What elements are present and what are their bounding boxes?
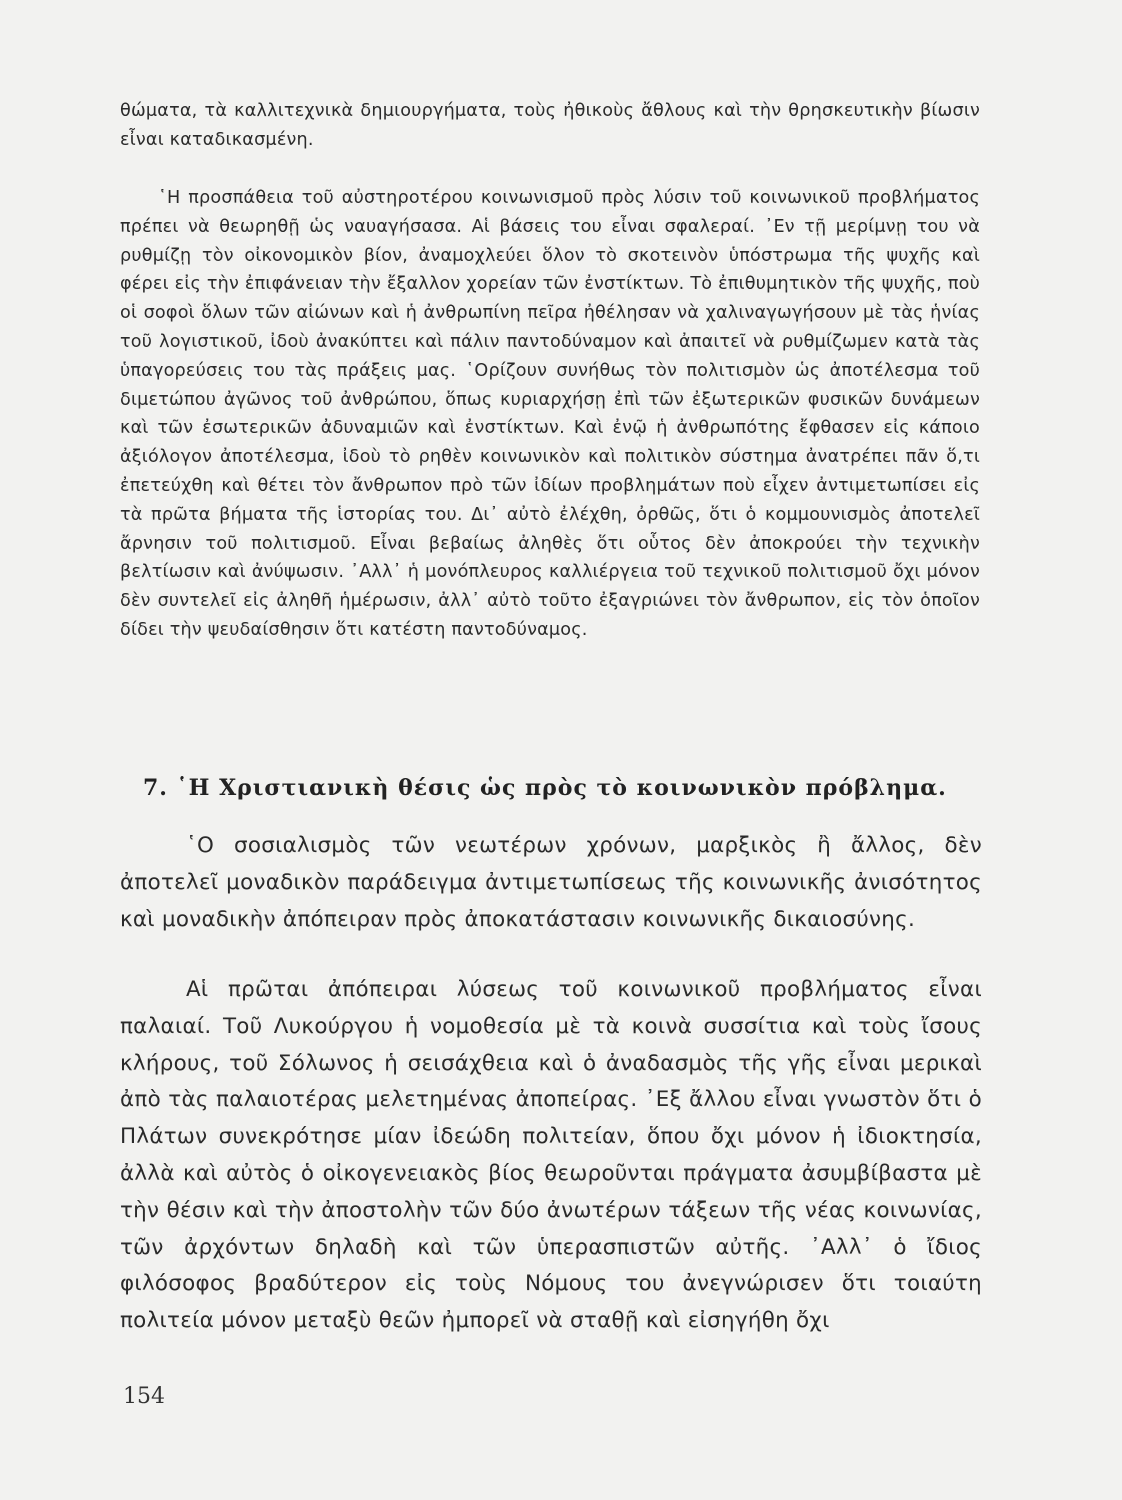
paragraph-socialism-text: ῾Ο σοσιαλισμὸς τῶν νεωτέρων χρόνων, μαρξικὸς ἢ ἄλλος, δὲν ἀποτελεῖ μοναδικὸν παράδειγμα ἀντιμετωπίσεως τῆς κοινωνικῆς ἀνισότητος καὶ μοναδικὴν ἀπόπειραν πρὸς ἀποκατάστασιν κοινωνικῆς δικαιοσύνης. — [120, 833, 982, 932]
paragraph-continuation — [120, 97, 980, 155]
paragraph-continuation-text: θώματα, τὰ καλλιτεχνικὰ δημιουργήματα, τοὺς ἠθικοὺς ἄθλους καὶ τὴν θρησκευτικὴν βίωσιν εἶναι καταδικασμένη. — [120, 101, 980, 150]
paragraph-socialism — [120, 828, 982, 938]
paragraph-ancient-attempts — [120, 972, 982, 1340]
paragraph-communism — [120, 184, 980, 645]
paragraph-ancient-attempts-text: Αἱ πρῶται ἀπόπειραι λύσεως τοῦ κοινωνικοῦ προβλήματος εἶναι παλαιαί. Τοῦ Λυκούργου ἡ νομοθεσία μὲ τὰ κοινὰ συσσίτια καὶ τοὺς ἴσους κλήρους, τοῦ Σόλωνος ἡ σεισάχθεια καὶ ὁ ἀναδασμὸς τῆς γῆς εἶναι μερικαὶ ἀπὸ τὰς παλαιοτέρας μελετημένας ἀποπείρας. ᾿Εξ ἄλλου εἶναι γνωστὸν ὅτι ὁ Πλάτων συνεκρότησε μίαν ἰδεώδη πολιτείαν, ὅπου ὄχι μόνον ἡ ἰδιοκτησία, ἀλλὰ καὶ αὐτὸς ὁ οἰκογενειακὸς βίος θεωροῦνται πράγματα ἀσυμβίβαστα μὲ τὴν θέσιν καὶ τὴν ἀποστολὴν τῶν δύο ἀνωτέρων τάξεων τῆς νέας κοινωνίας, τῶν ἀρχόντων δηλαδὴ καὶ τῶν ὑπερασπιστῶν αὐτῆς. ᾿Αλλ᾿ ὁ ἴδιος φιλόσοφος βραδύτερον εἰς τοὺς Νόμους του ἀνεγνώρισεν ὅτι τοιαύτη πολιτεία μόνον μεταξὺ θεῶν ἠμπορεῖ νὰ σταθῇ καὶ εἰσηγήθη ὄχι — [120, 977, 982, 1334]
section-heading: 7. ῾Η Χριστιανικὴ θέσις ὡς πρὸς τὸ κοινωνικὸν πρόβλημα. — [143, 775, 947, 801]
page-number: 154 — [123, 1384, 165, 1409]
paragraph-communism-text: ῾Η προσπάθεια τοῦ αὐστηροτέρου κοινωνισμοῦ πρὸς λύσιν τοῦ κοινωνικοῦ προβλήματος πρέπει νὰ θεωρηθῇ ὡς ναυαγήσασα. Αἱ βάσεις του εἶναι σφαλεραί. ᾿Εν τῇ μερίμνῃ του νὰ ρυθμίζῃ τὸν οἰκονομικὸν βίον, ἀναμοχλεύει ὅλον τὸ σκοτεινὸν ὑπόστρωμα τῆς ψυχῆς καὶ φέρει εἰς τὴν ἐπιφάνειαν τὴν ἔξαλλον χορείαν τῶν ἐνστίκτων. Τὸ ἐπιθυμητικὸν τῆς ψυχῆς, ποὺ οἱ σοφοὶ ὅλων τῶν αἰώνων καὶ ἡ ἀνθρωπίνη πεῖρα ἠθέλησαν νὰ χαλιναγωγήσουν μὲ τὰς ἡνίας τοῦ λογιστικοῦ, ἰδοὺ ἀνακύπτει καὶ πάλιν παντοδύναμον καὶ ἀπαιτεῖ νὰ ρυθμίζωμεν κατὰ τὰς ὑπαγορεύσεις του τὰς πράξεις μας. ῾Ορίζουν συνήθως τὸν πολιτισμὸν ὡς ἀποτέλεσμα τοῦ διμετώπου ἀγῶνος τοῦ ἀνθρώπου, ὅπως κυριαρχήσῃ ἐπὶ τῶν ἐξωτερικῶν φυσικῶν δυνάμεων καὶ τῶν ἐσωτερικῶν ἀδυναμιῶν καὶ ἐνστίκτων. Καὶ ἐνῷ ἡ ἀνθρωπότης ἔφθασεν εἰς κάποιο ἀξιόλογον ἀποτέλεσμα, ἰδοὺ τὸ ρηθὲν κοινωνικὸν καὶ πολιτικὸν σύστημα ἀνατρέπει πᾶν ὅ,τι ἐπετεύχθη καὶ θέτει τὸν ἄνθρωπον πρὸ τῶν ἰδίων προβλημάτων ποὺ εἶχεν ἀντιμετωπίσει εἰς τὰ πρῶτα βήματα τῆς ἱστορίας του. Δι᾿ αὐτὸ ἐλέχθη, ὀρθῶς, ὅτι ὁ κομμουνισμὸς ἀποτελεῖ ἄρνησιν τοῦ πολιτισμοῦ. Εἶναι βεβαίως ἀληθὲς ὅτι οὗτος δὲν ἀποκρούει τὴν τεχνικὴν βελτίωσιν καὶ ἀνύψωσιν. ᾿Αλλ᾿ ἡ μονόπλευρος καλλιέργεια τοῦ τεχνικοῦ πολιτισμοῦ ὄχι μόνον δὲν συντελεῖ εἰς ἀληθῆ ἡμέρωσιν, ἀλλ᾿ αὐτὸ τοῦτο ἐξαγριώνει τὸν ἄνθρωπον, εἰς τὸν ὁποῖον δίδει τὴν ψευδαίσθησιν ὅτι κατέστη παντοδύναμος. — [120, 188, 980, 640]
